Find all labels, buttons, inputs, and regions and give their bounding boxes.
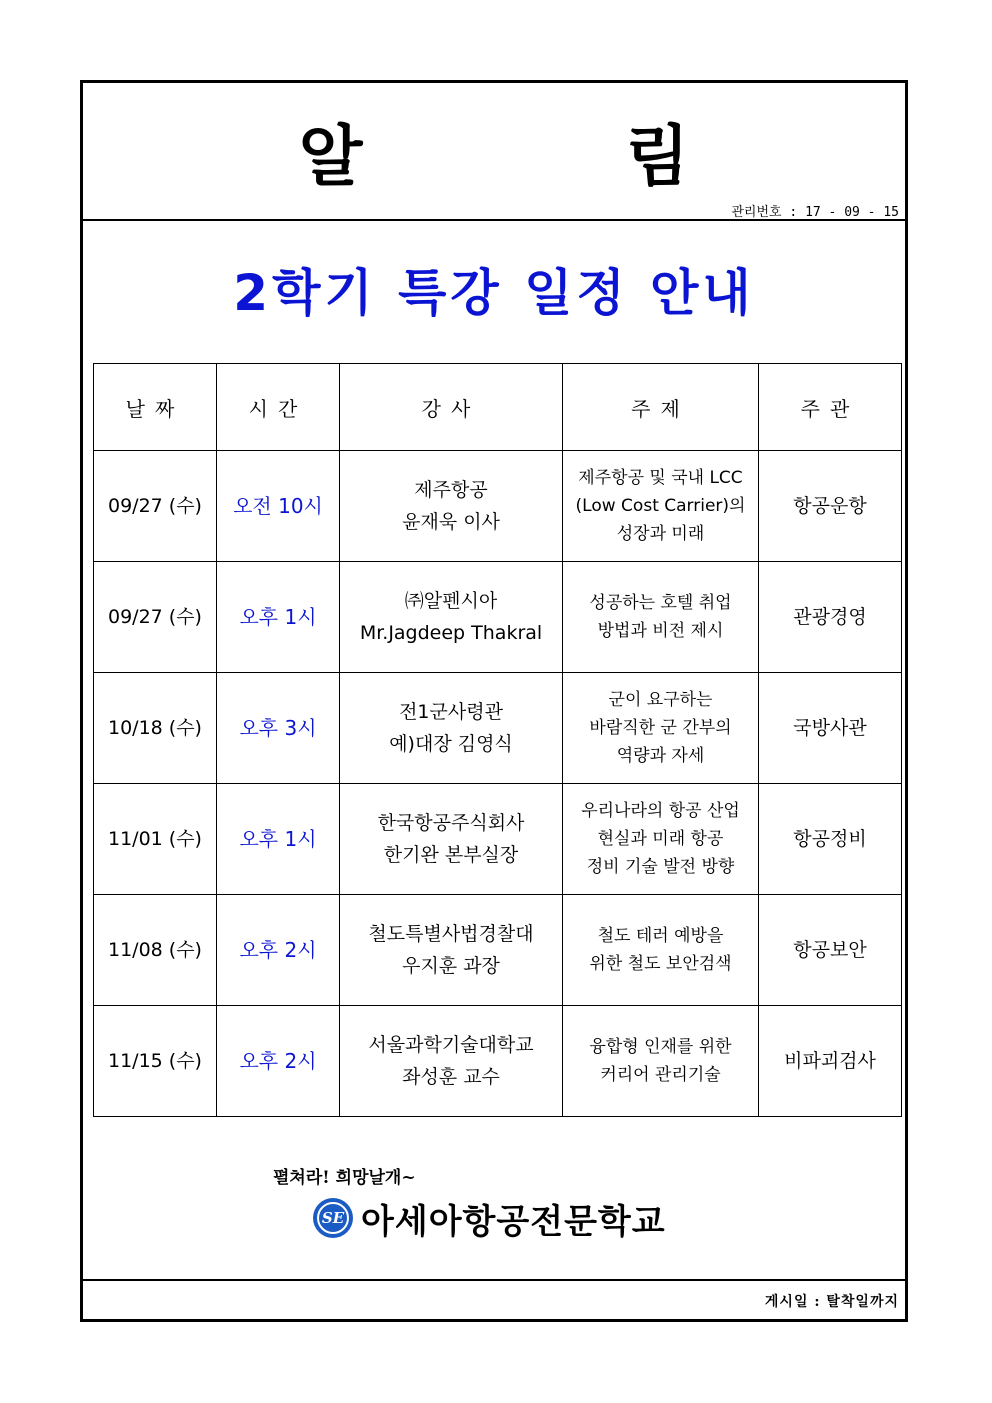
divider-bottom [83,1279,905,1281]
col-host: 주관 [759,364,902,451]
logo-text: SE [321,1209,345,1227]
lecturer-cell [340,451,563,562]
date-cell: 10/18 (수) [94,673,217,784]
lecturer-org: 한국항공주식회사 [377,812,525,834]
col-topic: 주제 [563,364,759,451]
management-number: 관리번호 : 17 - 09 - 15 [731,205,899,220]
date-cell: 11/01 (수) [94,784,217,895]
lecturer-cell [340,895,563,1006]
topic-line: 제주항공 및 국내 LCC [578,468,743,488]
posting-period: 게시일 : 탈착일까지 [764,1294,899,1310]
topic-line: 우리나라의 항공 산업 [581,801,740,821]
school-signature [313,1193,666,1243]
table-row [94,562,902,673]
date-cell: 11/15 (수) [94,1006,217,1117]
topic-line: (Low Cost Carrier)의 [575,496,746,516]
topic-cell [563,451,759,562]
topic-line: 군이 요구하는 [608,690,713,710]
host-cell: 비파괴검사 [759,1006,902,1117]
lecturer-org: ㈜알펜시아 [404,590,498,612]
topic-line: 방법과 비전 제시 [597,621,724,641]
lecturer-cell [340,1006,563,1117]
school-logo-icon [313,1198,353,1238]
time-cell: 오전 10시 [217,451,340,562]
lecturer-name: 예)대장 김영식 [389,733,513,755]
lecturer-org: 철도특별사법경찰대 [368,923,534,945]
lecturer-org: 제주항공 [414,479,488,501]
topic-line: 융합형 인재를 위한 [589,1037,732,1057]
table-row [94,1006,902,1117]
host-cell: 항공정비 [759,784,902,895]
col-lecturer: 강사 [340,364,563,451]
topic-cell [563,895,759,1006]
time-cell: 오후 1시 [217,784,340,895]
table-row [94,673,902,784]
notice-title: 알 림 [298,117,810,195]
lecturer-org: 서울과학기술대학교 [368,1034,534,1056]
slogan: 펼쳐라! 희망날개~ [273,1168,416,1188]
school-name: 아세아항공전문학교 [361,1201,666,1242]
col-time: 시간 [217,364,340,451]
lecturer-cell [340,673,563,784]
table-row [94,451,902,562]
topic-line: 성장과 미래 [616,524,705,544]
notice-frame [80,80,908,1322]
time-cell: 오후 2시 [217,1006,340,1117]
topic-cell [563,562,759,673]
host-cell: 항공보안 [759,895,902,1006]
host-cell: 관광경영 [759,562,902,673]
topic-line: 역량과 자세 [616,746,705,766]
lecturer-name: 좌성훈 교수 [402,1066,500,1088]
divider-top [83,219,905,221]
lecturer-cell [340,784,563,895]
time-cell: 오후 2시 [217,895,340,1006]
lecturer-cell [340,562,563,673]
topic-cell [563,673,759,784]
lecturer-name: 윤재욱 이사 [402,511,500,533]
topic-line: 현실과 미래 항공 [597,829,724,849]
schedule-table [93,363,902,1117]
topic-line: 정비 기술 발전 방향 [586,857,735,877]
headline: 2학기 특강 일정 안내 [233,264,755,322]
topic-cell [563,784,759,895]
host-cell: 국방사관 [759,673,902,784]
topic-line: 위한 철도 보안검색 [589,954,732,974]
lecturer-name: 한기완 본부실장 [383,844,519,866]
host-cell: 항공운항 [759,451,902,562]
date-cell: 09/27 (수) [94,562,217,673]
table-row [94,784,902,895]
topic-line: 커리어 관리기술 [600,1065,721,1085]
topic-line: 바람직한 군 간부의 [589,718,732,738]
col-date: 날짜 [94,364,217,451]
table-header-row [94,364,902,451]
topic-cell [563,1006,759,1117]
date-cell: 09/27 (수) [94,451,217,562]
lecturer-name: 우지훈 과장 [402,955,500,977]
lecturer-org: 전1군사령관 [399,701,503,723]
date-cell: 11/08 (수) [94,895,217,1006]
topic-line: 철도 테러 예방을 [597,926,724,946]
time-cell: 오후 3시 [217,673,340,784]
topic-line: 성공하는 호텔 취업 [589,593,732,613]
table-row [94,895,902,1006]
lecturer-name: Mr.Jagdeep Thakral [359,622,543,644]
time-cell: 오후 1시 [217,562,340,673]
